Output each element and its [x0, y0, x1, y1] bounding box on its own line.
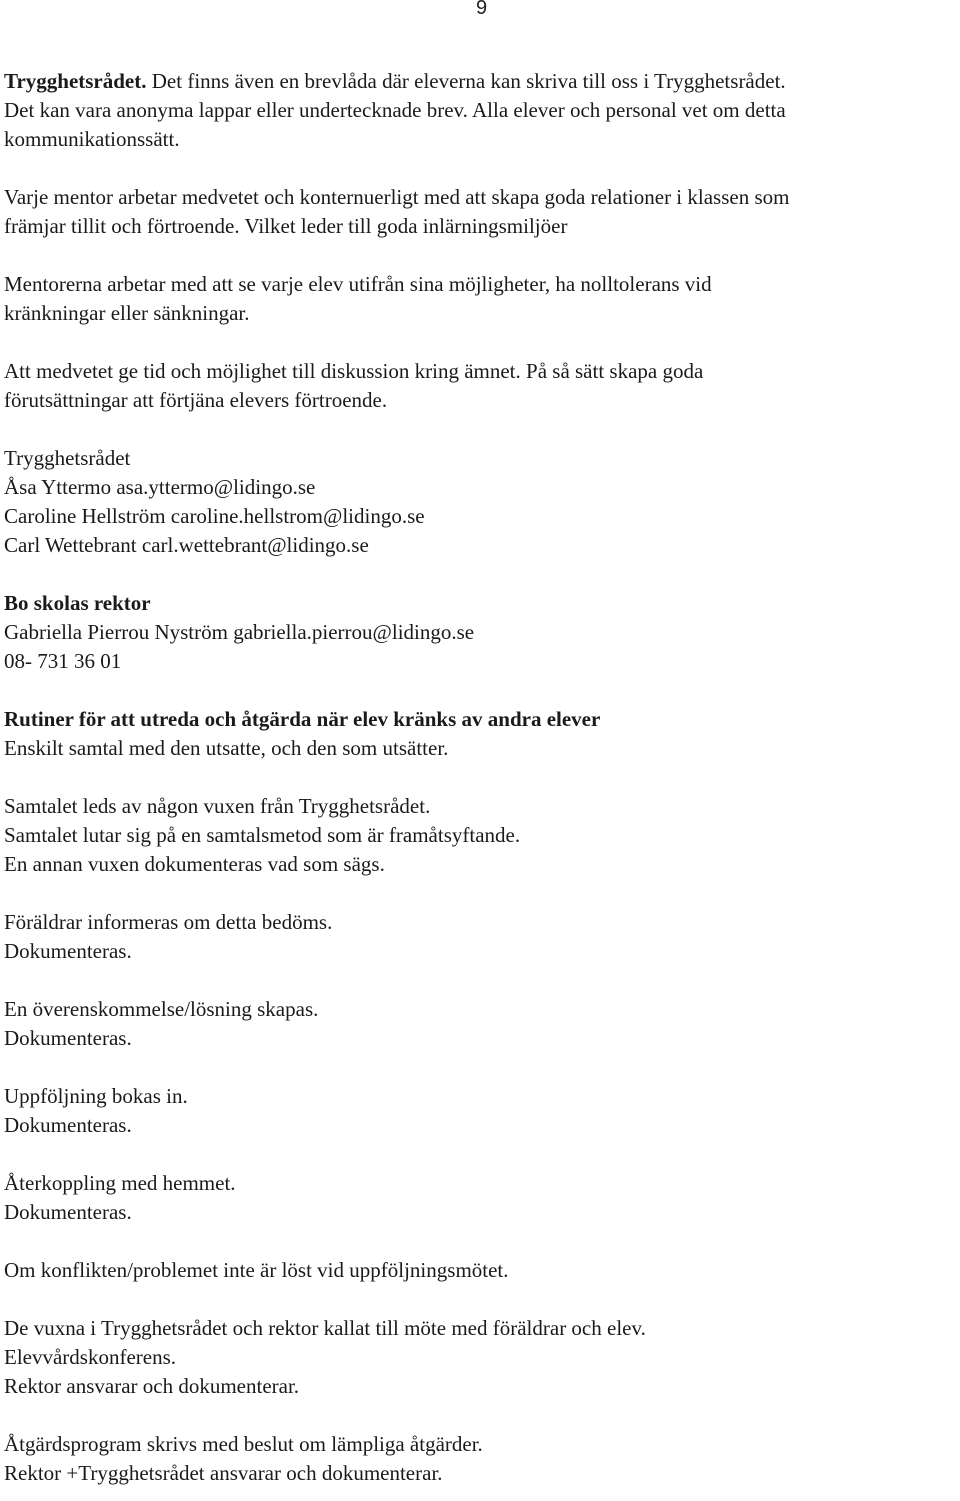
- intro-text: Det finns även en brevlåda där eleverna kan skriva till oss i Trygghetsrådet.: [146, 69, 786, 93]
- intro-line-2: Det kan vara anonyma lappar eller undertecknade brev. Alla elever och personal vet om detta: [4, 98, 786, 122]
- council-member: Caroline Hellström caroline.hellstrom@lidingo.se: [4, 504, 425, 528]
- document-body: [4, 67, 956, 1488]
- mentor-para-line-1: Varje mentor arbetar medvetet och konternuerligt med att skapa goda relationer i klassen som: [4, 185, 790, 209]
- intro-line-3: kommunikationssätt.: [4, 127, 180, 151]
- routine-step: Elevvårdskonferens.: [4, 1345, 177, 1369]
- routine-step: Dokumenteras.: [4, 1026, 132, 1050]
- intro-line-1: [4, 67, 956, 96]
- intro-heading: Trygghetsrådet.: [4, 69, 147, 93]
- routine-step: Samtalet lutar sig på en samtalsmetod som är framåtsyftande.: [4, 823, 521, 847]
- council-member: Carl Wettebrant carl.wettebrant@lidingo.se: [4, 533, 369, 557]
- principal-heading: Bo skolas rektor: [4, 591, 151, 615]
- mentors-para-line-2: kränkningar eller sänkningar.: [4, 301, 250, 325]
- routine-step: Enskilt samtal med den utsatte, och den som utsätter.: [4, 736, 449, 760]
- council-heading: Trygghetsrådet: [4, 446, 131, 470]
- routine-step: Återkoppling med hemmet.: [4, 1171, 236, 1195]
- mentors-para-line-1: Mentorerna arbetar med att se varje elev utifrån sina möjligheter, ha nolltolerans vid: [4, 272, 712, 296]
- routine-step: Dokumenteras.: [4, 1113, 132, 1137]
- routine-step: De vuxna i Trygghetsrådet och rektor kallat till möte med föräldrar och elev.: [4, 1316, 646, 1340]
- discussion-para-line-1: Att medvetet ge tid och möjlighet till diskussion kring ämnet. På så sätt skapa goda: [4, 359, 704, 383]
- routine-step: Föräldrar informeras om detta bedöms.: [4, 910, 333, 934]
- routine-step: Uppföljning bokas in.: [4, 1084, 188, 1108]
- routine-step: Rektor +Trygghetsrådet ansvarar och dokumenterar.: [4, 1461, 443, 1485]
- routine-step: En annan vuxen dokumenteras vad som sägs.: [4, 852, 385, 876]
- routine-step: En överenskommelse/lösning skapas.: [4, 997, 319, 1021]
- page-number: 9: [476, 0, 488, 19]
- routines-heading: Rutiner för att utreda och åtgärda när elev kränks av andra elever: [4, 707, 601, 731]
- discussion-para-line-2: förutsättningar att förtjäna elevers förtroende.: [4, 388, 388, 412]
- routine-step: Dokumenteras.: [4, 939, 132, 963]
- mentor-para-line-2: främjar tillit och förtroende. Vilket leder till goda inlärningsmiljöer: [4, 214, 568, 238]
- principal-contact: Gabriella Pierrou Nyström gabriella.pierrou@lidingo.se: [4, 620, 475, 644]
- council-member: Åsa Yttermo asa.yttermo@lidingo.se: [4, 475, 316, 499]
- routine-step: Dokumenteras.: [4, 1200, 132, 1224]
- routine-step: Samtalet leds av någon vuxen från Trygghetsrådet.: [4, 794, 431, 818]
- principal-phone: 08- 731 36 01: [4, 649, 122, 673]
- routine-step: Åtgärdsprogram skrivs med beslut om lämpliga åtgärder.: [4, 1432, 483, 1456]
- routine-step: Rektor ansvarar och dokumenterar.: [4, 1374, 300, 1398]
- routine-step: Om konflikten/problemet inte är löst vid uppföljningsmötet.: [4, 1258, 509, 1282]
